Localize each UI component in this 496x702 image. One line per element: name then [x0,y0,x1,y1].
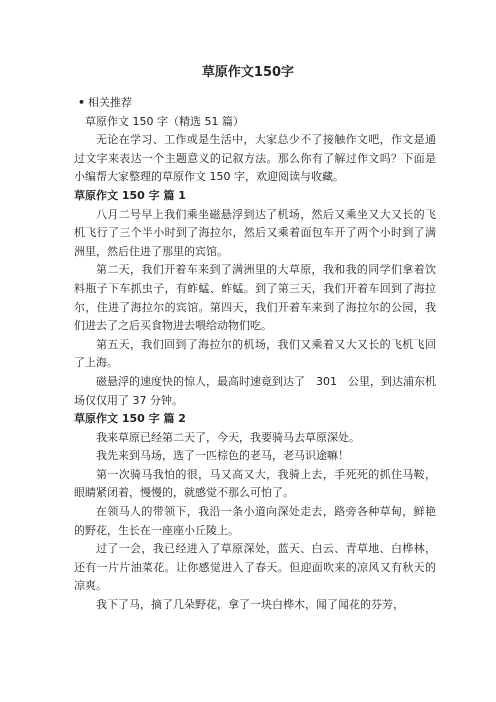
article-subtitle: 草原作文 150 字（精选 51 篇） [85,114,244,128]
section2-paragraph: 第一次骑马我怕的很，马又高又大，我骑上去，手死死的抓住马鞍，眼睛紧闭着，慢慢的，就感觉不那么可怕了。 [74,467,436,500]
page-title: 草原作文150字 [201,65,295,80]
related-recommendations[interactable] [74,94,436,113]
section2-paragraph: 我下了马，摘了几朵野花，拿了一块白桦木，闻了闻花的芬芳， [96,598,404,612]
bullet-icon: • [78,96,86,109]
section2-paragraph: 在领马人的带领下，我沿一条小道向深处走去，路旁各种草甸，鲜艳的野花，生长在一座座小丘陵上。 [74,505,436,537]
section2-paragraph: 过了一会，我已经进入了草原深处，蓝天、白云、青草地、白桦林，还有一片片油菜花。让你感觉进入了春天。但迎面吹来的凉风又有秋天的凉爽。 [74,542,436,593]
intro-paragraph: 无论在学习、工作或是生活中，大家总少不了接触作文吧，作文是通过文字来表达一个主题意义的记叙方法。那么你有了解过作文吗？下面是小编帮大家整理的草原作文 150 字，欢迎阅读与收藏。 [74,133,436,184]
section1-paragraph: 第五天，我们回到了海拉尔的机场，我们又乘着又大又长的飞机飞回了上海。 [74,337,436,370]
article-body [74,94,436,615]
section1-paragraph: 磁悬浮的速度快的惊人，最高时速竟到达了 301 公里，到达浦东机场仅仅用了 37 分钟。 [74,374,436,407]
section1-paragraph: 第二天，我们开着车来到了满洲里的大草原，我和我的同学们拿着饮料瓶子下车抓虫子，有蚱蜢、蚱蜢。到了第三天，我们开着车回到了海拉尔，住进了海拉尔的宾馆。第四天，我们开着车来到了海拉尔的公园，我们进去了之后买食物进去喂给动物们吃。 [74,263,436,333]
section2-paragraph: 我来草原已经第二天了，今天，我要骑马去草原深处。 [96,430,360,444]
section-heading-2: 草原作文 150 字 篇 2 [74,412,186,426]
section1-paragraph: 八月二号早上我们乘坐磁悬浮到达了机场，然后又乘坐又大又长的飞机飞行了三个半小时到了海拉尔，然后又乘着面包车开了两个小时到了满洲里，然后住进了那里的宾馆。 [74,207,436,258]
section2-paragraph: 我先来到马场，选了一匹棕色的老马，老马识途嘛！ [96,449,349,463]
related-recommendations-label[interactable]: 相关推荐 [88,96,132,109]
section-heading-1: 草原作文 150 字 篇 1 [74,188,186,202]
